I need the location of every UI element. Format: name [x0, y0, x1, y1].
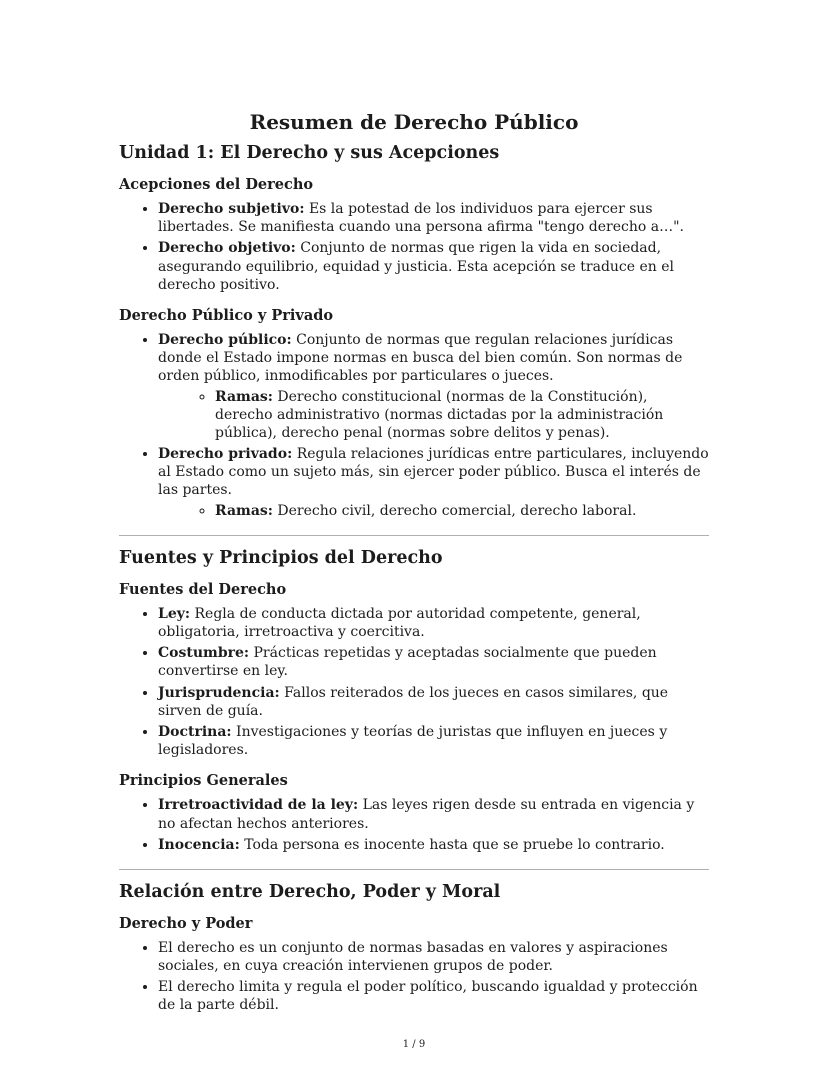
item-term: Ramas: [215, 502, 273, 519]
item-term: Costumbre: [158, 645, 250, 662]
item-text: Fallos reiterados de los jueces en casos similares, que sirven de guía. [158, 684, 669, 719]
subsection-principios-generales [119, 772, 709, 854]
list-item [158, 684, 709, 720]
item-text: Conjunto de normas que rigen la vida en sociedad, asegurando equilibrio, equidad y justicia. Esta acepción se traduce en el derecho positivo. [158, 240, 675, 293]
sub-bullet-list [158, 388, 709, 443]
list-item [158, 723, 709, 759]
subsection-acepciones-del-derecho [119, 176, 709, 294]
bullet-list [119, 200, 709, 294]
list-item [158, 796, 709, 832]
list-item [158, 445, 709, 520]
section-divider [119, 869, 709, 870]
page-number: 1 / 9 [402, 1039, 426, 1050]
bullet-list [119, 796, 709, 854]
section-unidad-1 [119, 143, 709, 520]
document-page [119, 0, 709, 1015]
subsection-heading: Acepciones del Derecho [119, 176, 314, 193]
list-item [158, 939, 709, 975]
item-term: Derecho subjetivo: [158, 201, 305, 217]
item-text: El derecho es un conjunto de normas basadas en valores y aspiraciones sociales, en cuya creación intervienen grupos de poder. [158, 939, 668, 975]
list-item [158, 836, 709, 854]
subsection-fuentes-del-derecho [119, 581, 709, 760]
item-text: Toda persona es inocente hasta que se pruebe lo contrario. [244, 836, 665, 853]
item-text: Derecho constitucional (normas de la Constitución), derecho administrativo (normas dictadas por la administración pública), derecho penal (normas sobre delitos y penas). [215, 388, 664, 441]
item-text: Prácticas repetidas y aceptadas socialmente que pueden convertirse en ley. [158, 645, 657, 680]
subsection-heading: Principios Generales [119, 772, 288, 790]
item-term: Derecho objetivo: [158, 240, 296, 257]
list-item [158, 331, 709, 442]
subsection-heading: Derecho Público y Privado [119, 306, 334, 324]
item-term: Derecho privado: [158, 446, 293, 463]
subsection-derecho-y-poder [119, 915, 709, 1015]
subsection-heading: Fuentes del Derecho [119, 580, 287, 598]
list-item [158, 605, 709, 641]
section-heading: Fuentes y Principios del Derecho [119, 547, 443, 568]
item-term: Inocencia: [158, 836, 240, 853]
section-fuentes-y-principios [119, 548, 709, 854]
item-text: El derecho limita y regula el poder político, buscando igualdad y protección de la parte débil. [158, 979, 698, 1014]
section-divider [119, 535, 709, 536]
list-item [158, 239, 709, 294]
item-term: Derecho público: [158, 331, 292, 348]
item-text: Regla de conducta dictada por autoridad competente, general, obligatoria, irretroactiva y coercitiva. [158, 605, 641, 640]
section-heading: Relación entre Derecho, Poder y Moral [119, 881, 501, 902]
item-text: Las leyes rigen desde su entrada en vigencia y no afectan hechos anteriores. [158, 797, 695, 832]
sub-list-item [215, 502, 709, 520]
item-text: Derecho civil, derecho comercial, derecho laboral. [277, 502, 637, 519]
subsection-derecho-publico-y-privado [119, 307, 709, 520]
sub-list-item [215, 388, 709, 443]
bullet-list [119, 939, 709, 1015]
list-item [158, 978, 709, 1014]
document-title: Resumen de Derecho Público [249, 110, 579, 134]
section-relacion-derecho-poder-moral [119, 882, 709, 1015]
item-text: Investigaciones y teorías de juristas que influyen en jueces y legisladores. [158, 723, 668, 759]
sub-bullet-list [158, 502, 709, 520]
item-text: Es la potestad de los individuos para ejercer sus libertades. Se manifiesta cuando una persona afirma "tengo derecho a…". [158, 201, 684, 236]
item-term: Ley: [158, 605, 191, 622]
item-term: Jurisprudencia: [158, 684, 280, 701]
item-term: Ramas: [215, 388, 273, 405]
bullet-list [119, 331, 709, 520]
list-item [158, 200, 709, 236]
item-term: Irretroactividad de la ley: [158, 797, 359, 814]
list-item [158, 644, 709, 680]
section-heading: Unidad 1: El Derecho y sus Acepciones [119, 143, 500, 163]
subsection-heading: Derecho y Poder [119, 914, 253, 932]
bullet-list [119, 605, 709, 760]
item-text: Conjunto de normas que regulan relaciones jurídicas donde el Estado impone normas en busca del bien común. Son normas de orden público, inmodificables por particulares o jueces. [158, 331, 683, 385]
item-text: Regula relaciones jurídicas entre particulares, incluyendo al Estado como un sujeto más, sin ejercer poder público. Busca el interés de las partes. [158, 446, 709, 499]
item-term: Doctrina: [158, 723, 232, 740]
